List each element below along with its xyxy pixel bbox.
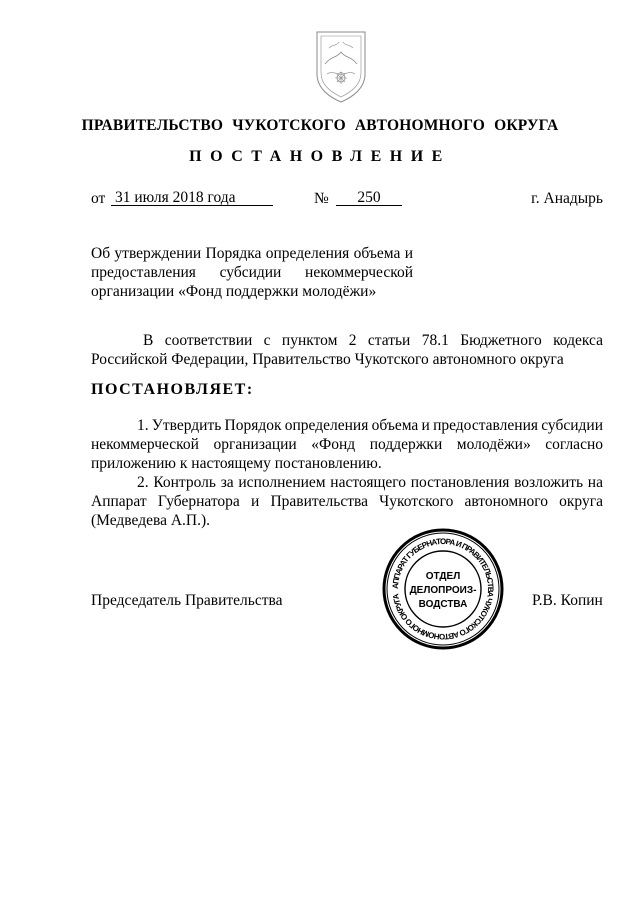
city-name: г. Анадырь <box>531 190 603 207</box>
organization-title: ПРАВИТЕЛЬСТВО ЧУКОТСКОГО АВТОНОМНОГО ОКРУГА <box>81 117 559 134</box>
document-subject <box>91 244 413 301</box>
stamp-ring-text: АППАРАТ ГУБЕРНАТОРА И ПРАВИТЕЛЬСТВА ЧУКОТСКОГО АВТОНОМНОГО ОКРУГА <box>390 536 496 642</box>
item-2-line: 2. Контроль за исполнением настоящего постановления возложить на <box>137 474 603 491</box>
date-prefix: от <box>91 190 106 207</box>
signature-position: Председатель Правительства <box>91 592 283 609</box>
stamp-center-line: ВОДСТВА <box>418 599 468 610</box>
stamp-center-line: ОТДЕЛ <box>425 571 461 582</box>
number-field <box>336 190 402 206</box>
item-2-paragraph <box>91 473 603 530</box>
preamble-paragraph <box>91 331 603 369</box>
signature-name: Р.В. Копин <box>532 592 603 609</box>
subject-line: организации «Фонд поддержки молодёжи» <box>91 283 377 300</box>
official-stamp <box>381 527 505 651</box>
item-2-line: (Медведева А.П.). <box>91 512 211 529</box>
number-value: 250 <box>357 189 381 206</box>
item-1-line: некоммерческой организации «Фонд поддержки молодёжи» согласно <box>91 436 603 453</box>
stamp-center-line: ДЕЛОПРОИЗ- <box>409 585 477 596</box>
subject-line: предоставления субсидии некоммерческой <box>91 264 413 281</box>
coat-of-arms-emblem <box>311 30 371 104</box>
item-1-line: 1. Утвердить Порядок определения объема и предоставления субсидии <box>137 417 603 434</box>
subject-line: Об утверждении Порядка определения объема и <box>91 245 413 262</box>
item-2-line: Аппарат Губернатора и Правительства Чукотского автономного округа <box>91 493 603 510</box>
item-1-paragraph <box>91 416 603 473</box>
document-type-heading: ПОСТАНОВЛЕНИЕ <box>189 148 451 165</box>
item-1-line: приложению к настоящему постановлению. <box>91 455 382 472</box>
preamble-line: Российской Федерации, Правительство Чукотского автономного округа <box>91 351 564 368</box>
date-value: 31 июля 2018 года <box>115 189 236 206</box>
resolve-heading: ПОСТАНОВЛЯЕТ: <box>91 381 254 398</box>
preamble-line: В соответствии с пунктом 2 статьи 78.1 Бюджетного кодекса <box>143 332 603 349</box>
date-field <box>111 190 273 206</box>
number-sign: № <box>314 190 329 207</box>
document-meta-row <box>91 190 603 212</box>
